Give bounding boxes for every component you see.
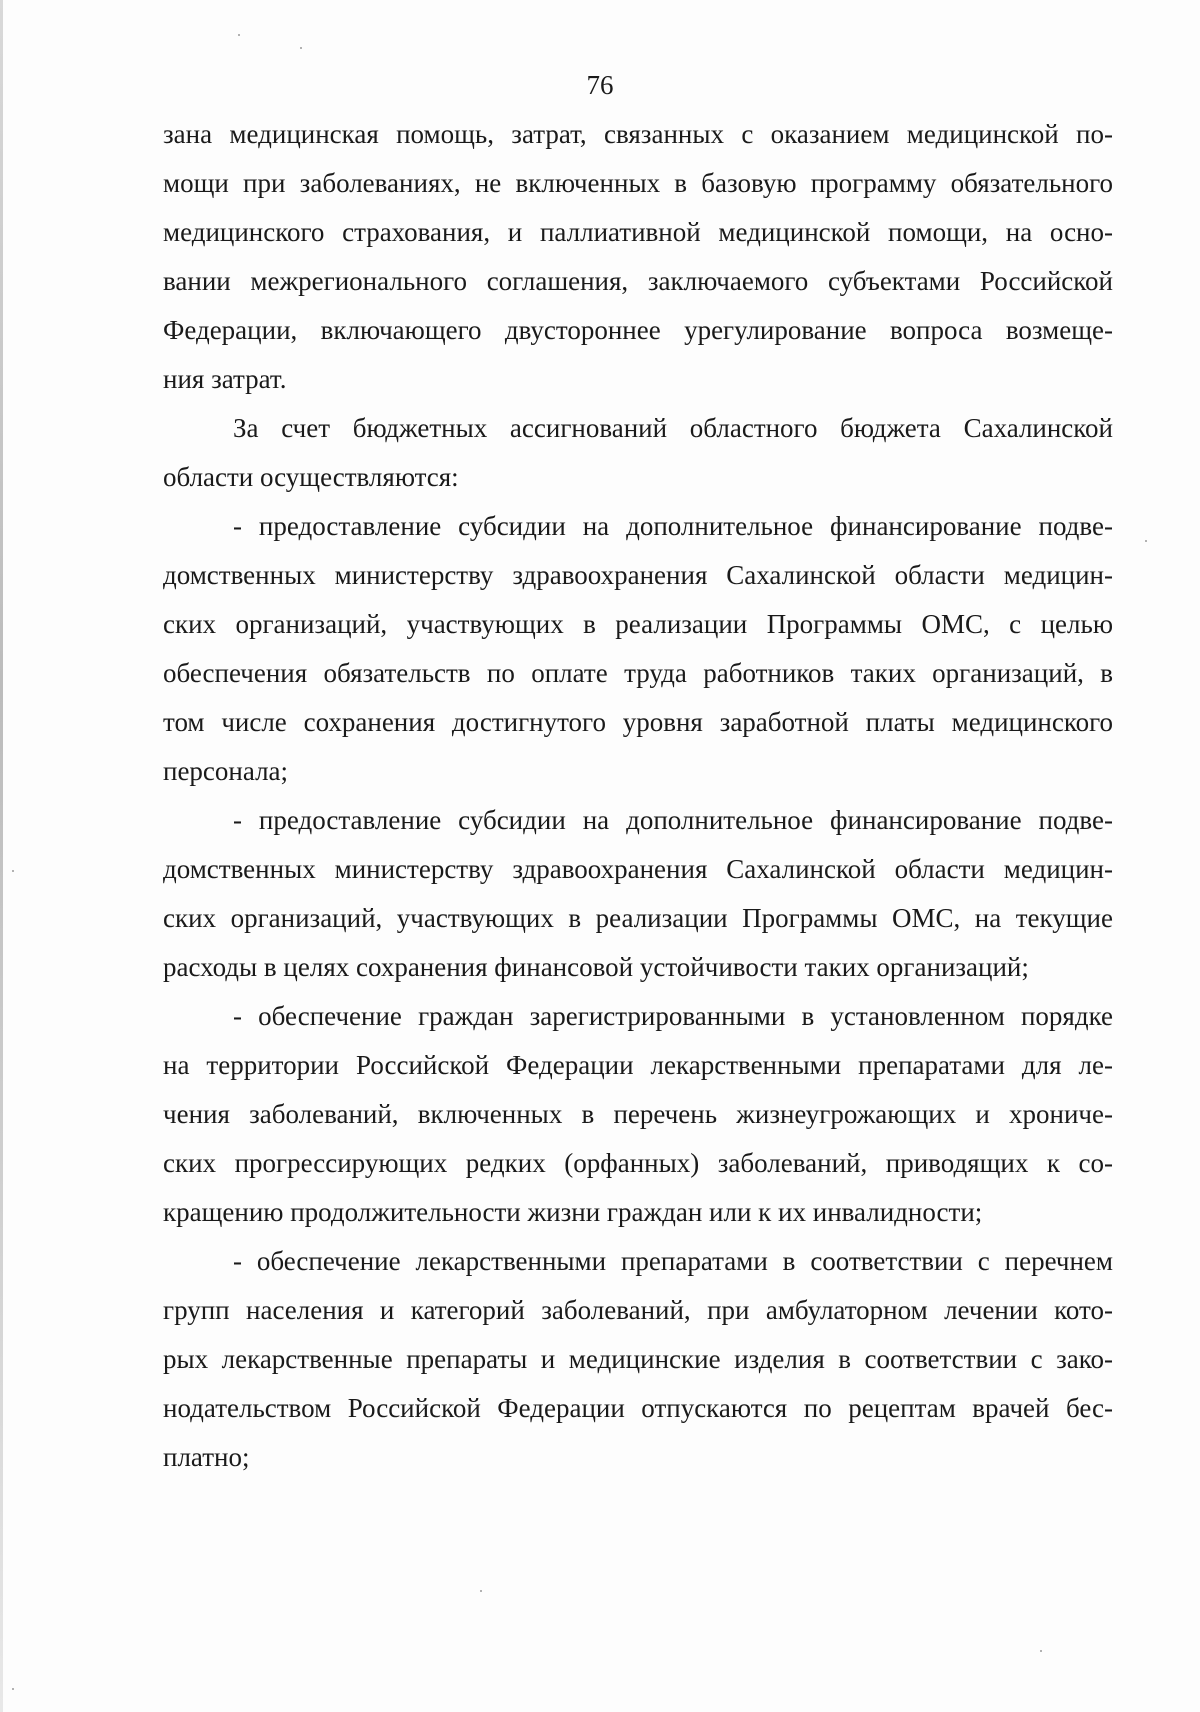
scan-speck — [12, 870, 14, 872]
scan-speck — [1145, 540, 1147, 542]
text-line: - предоставление субсидии на дополнительное финансирование подве- — [233, 511, 1113, 541]
text-line: мощи при заболеваниях, не включенных в базовую программу обязательного — [163, 168, 1113, 198]
text-line: на территории Российской Федерации лекарственными препаратами для ле- — [163, 1050, 1113, 1080]
text-line: расходы в целях сохранения финансовой устойчивости таких организаций; — [163, 952, 1029, 982]
text-line: - обеспечение лекарственными препаратами в соответствии с перечнем — [233, 1246, 1113, 1276]
scan-speck — [1040, 1650, 1042, 1652]
scan-speck — [12, 1688, 14, 1690]
text-line: нодательством Российской Федерации отпускаются по рецептам врачей бес- — [163, 1393, 1113, 1423]
text-line: области осуществляются: — [163, 462, 459, 492]
text-line: кращению продолжительности жизни граждан или к их инвалидности; — [163, 1197, 983, 1227]
scan-speck — [238, 34, 240, 36]
text-line: групп населения и категорий заболеваний, при амбулаторном лечении кото- — [163, 1295, 1113, 1325]
text-line: ских организаций, участвующих в реализации Программы ОМС, с целью — [163, 609, 1113, 639]
scan-speck — [480, 1590, 482, 1592]
text-line: - предоставление субсидии на дополнительное финансирование подве- — [233, 805, 1113, 835]
body-text — [163, 110, 1113, 1482]
text-line: домственных министерству здравоохранения Сахалинской области медицин- — [163, 854, 1113, 884]
text-line: ских прогрессирующих редких (орфанных) заболеваний, приводящих к со- — [163, 1148, 1113, 1178]
text-line: чения заболеваний, включенных в перечень жизнеугрожающих и хрониче- — [163, 1099, 1113, 1129]
text-line: - обеспечение граждан зарегистрированными в установленном порядке — [233, 1001, 1113, 1031]
text-line: За счет бюджетных ассигнований областного бюджета Сахалинской — [233, 413, 1113, 443]
scan-edge — [0, 0, 3, 1712]
text-line: рых лекарственные препараты и медицинские изделия в соответствии с зако- — [163, 1344, 1113, 1374]
page-number: 76 — [586, 70, 614, 100]
text-line: обеспечения обязательств по оплате труда работников таких организаций, в — [163, 658, 1113, 688]
text-line: платно; — [163, 1442, 250, 1472]
text-line: ния затрат. — [163, 364, 287, 394]
text-line: домственных министерству здравоохранения Сахалинской области медицин- — [163, 560, 1113, 590]
text-line: персонала; — [163, 756, 289, 786]
scan-speck — [300, 47, 302, 49]
text-line: зана медицинская помощь, затрат, связанных с оказанием медицинской по- — [163, 119, 1113, 149]
text-line: Федерации, включающего двустороннее урегулирование вопроса возмеще- — [163, 315, 1113, 345]
text-line: том числе сохранения достигнутого уровня заработной платы медицинского — [163, 707, 1113, 737]
text-line: ских организаций, участвующих в реализации Программы ОМС, на текущие — [163, 903, 1113, 933]
text-line: медицинского страхования, и паллиативной медицинской помощи, на осно- — [163, 217, 1113, 247]
text-line: вании межрегионального соглашения, заключаемого субъектами Российской — [163, 266, 1113, 296]
